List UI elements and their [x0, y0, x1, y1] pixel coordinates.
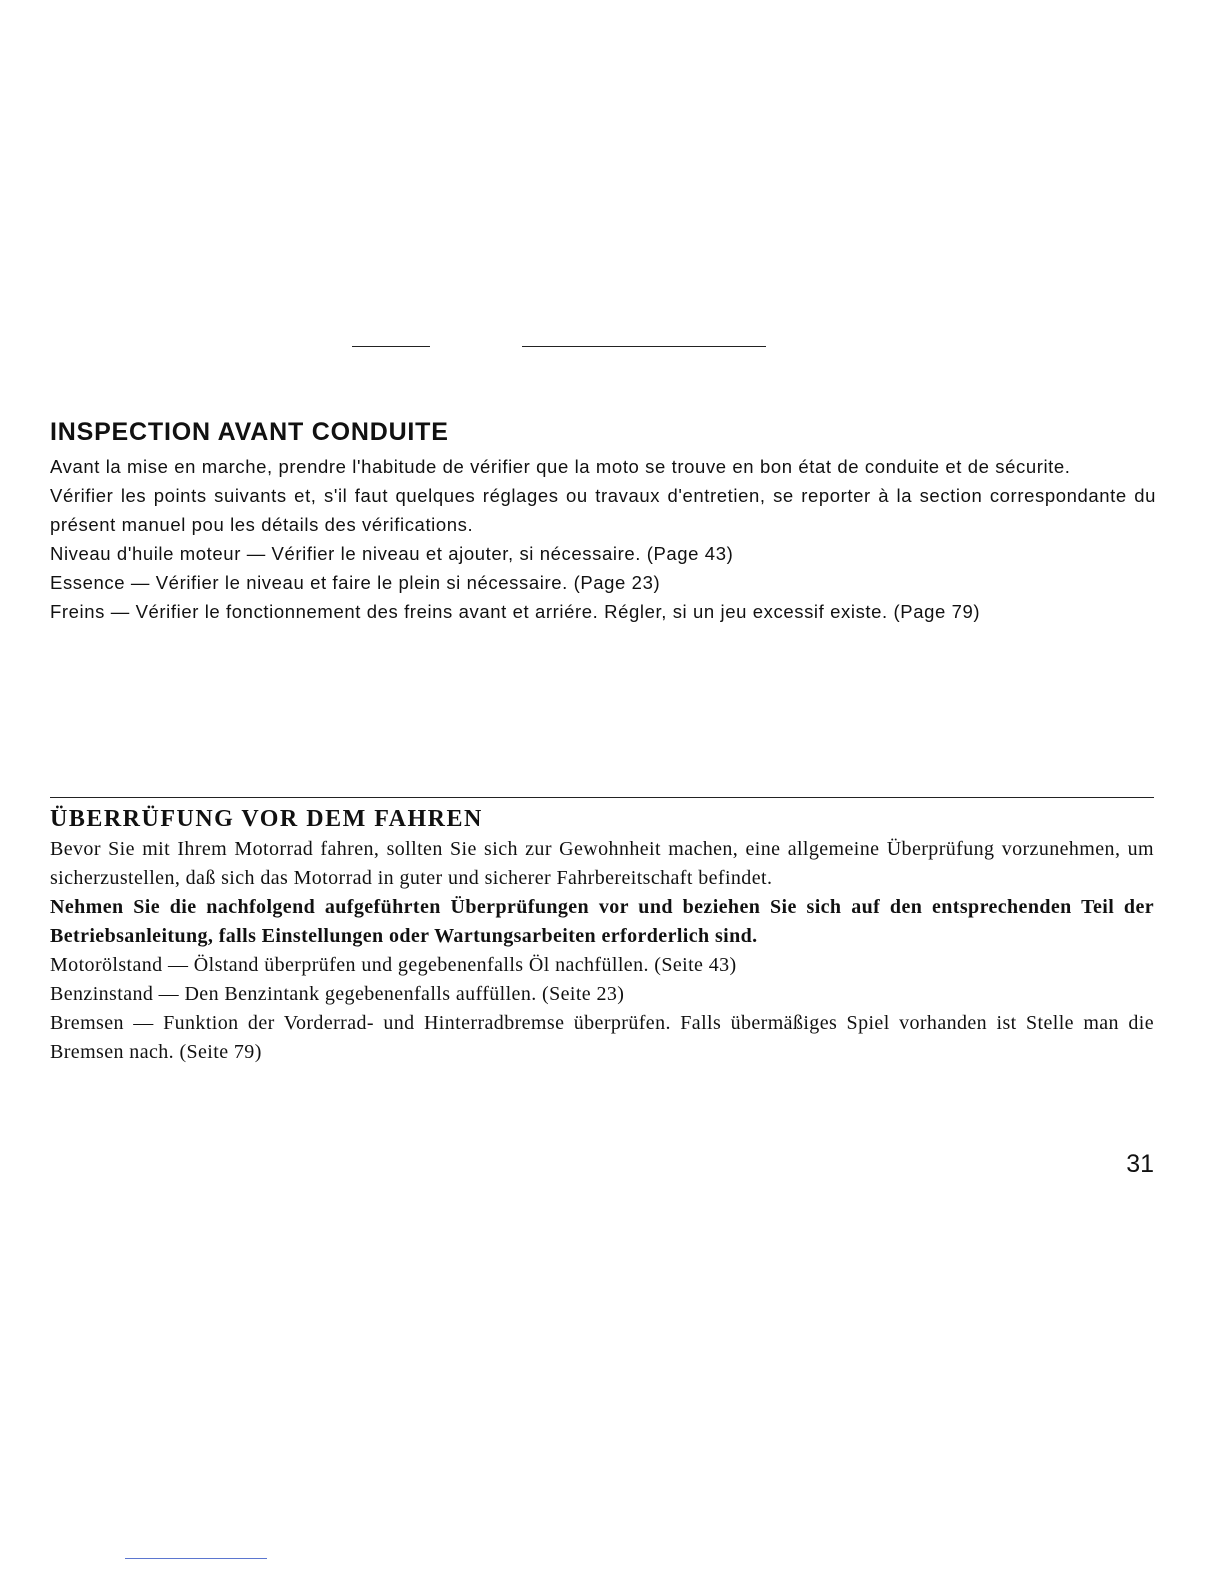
french-item-brakes: Freins — Vérifier le fonctionnement des freins avant et arriére. Régler, si un jeu excessif existe. (Page 79) — [50, 601, 981, 622]
german-paragraph-instructions: Nehmen Sie die nachfolgend aufgeführten Überprüfungen vor und beziehen Sie sich auf den entsprechenden Teil der Betriebsanleitung, falls Einstellungen oder Wartungsarbeiten erforderlich sind. — [50, 896, 1154, 947]
french-paragraph-instructions: Vérifier les points suivants et, s'il faut quelques réglages ou travaux d'entretien, se reporter à la section correspondante du présent manuel pou les détails des vérifications. — [50, 485, 1156, 535]
french-section-body — [50, 452, 1156, 626]
french-section-title: INSPECTION AVANT CONDUITE — [50, 418, 449, 446]
german-item-fuel: Benzinstand — Den Benzintank gegebenenfalls auffüllen. (Seite 23) — [50, 983, 625, 1005]
german-item-brakes: Bremsen — Funktion der Vorderrad- und Hinterradbremse überprüfen. Falls übermäßiges Spiel vorhanden ist Stelle man die Bremsen nach. (Seite 79) — [50, 1012, 1154, 1063]
section-divider — [50, 797, 1154, 798]
top-rule-right — [522, 346, 766, 347]
french-item-fuel: Essence — Vérifier le niveau et faire le plein si nécessaire. (Page 23) — [50, 572, 661, 593]
german-section-body — [50, 835, 1154, 1067]
french-paragraph-intro: Avant la mise en marche, prendre l'habitude de vérifier que la moto se trouve en bon état de conduite et de sécurite. — [50, 456, 1071, 477]
german-section-title: ÜBERRÜFUNG VOR DEM FAHREN — [50, 806, 483, 832]
bottom-rule — [125, 1558, 267, 1559]
top-rule-left — [352, 346, 430, 347]
german-paragraph-intro: Bevor Sie mit Ihrem Motorrad fahren, sollten Sie sich zur Gewohnheit machen, eine allgemeine Überprüfung vorzunehmen, um sicherzustellen, daß sich das Motorrad in guter und sicherer Fahrbereitschaft befindet. — [50, 838, 1154, 889]
german-item-oil: Motorölstand — Ölstand überprüfen und gegebenenfalls Öl nachfüllen. (Seite 43) — [50, 954, 737, 976]
page-number: 31 — [1126, 1150, 1154, 1178]
french-item-oil: Niveau d'huile moteur — Vérifier le niveau et ajouter, si nécessaire. (Page 43) — [50, 543, 734, 564]
